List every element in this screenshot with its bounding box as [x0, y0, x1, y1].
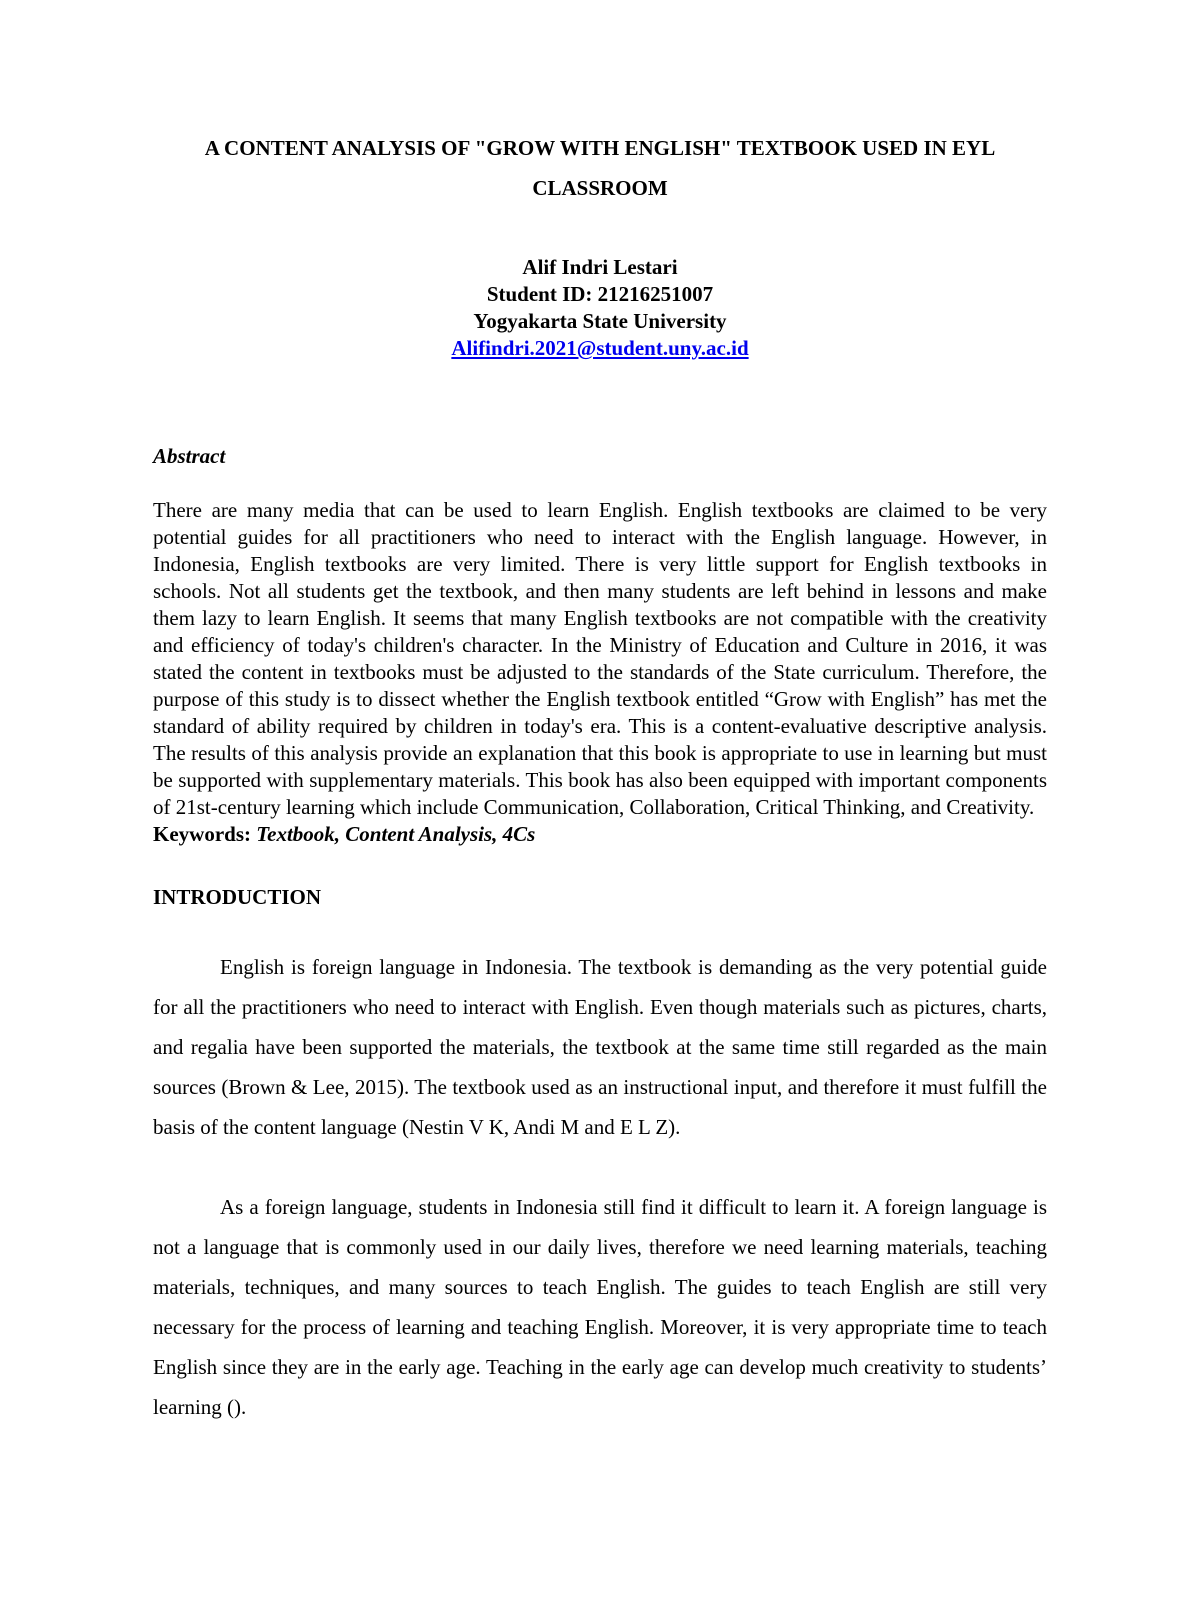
- keywords-label: Keywords:: [153, 822, 251, 846]
- page-content: [153, 128, 1047, 1427]
- university: Yogyakarta State University: [473, 309, 727, 333]
- author-block: [153, 254, 1047, 362]
- student-id: Student ID: 21216251007: [486, 282, 714, 306]
- author-email-link[interactable]: Alifindri.2021@student.uny.ac.id: [451, 336, 749, 360]
- abstract-text: There are many media that can be used to learn English. English textbooks are claimed to be very potential guides for all practitioners who need to interact with the English language. However, in Indonesia, English textbooks are very limited. There is very little support for English textbooks in schools. Not all students get the textbook, and then many students are left behind in lessons and make them lazy to learn English. It seems that many English textbooks are not compatible with the creativity and efficiency of today's children's character. In the Ministry of Education and Culture in 2016, it was stated the content in textbooks must be adjusted to the standards of the State curriculum. Therefore, the purpose of this study is to dissect whether the English textbook entitled “Grow with English” has met the standard of ability required by children in today's era. This is a content-evaluative descriptive analysis. The results of this analysis provide an explanation that this book is appropriate to use in learning but must be supported with supplementary materials. This book has also been equipped with important components of 21st-century learning which include Communication, Collaboration, Critical Thinking, and Creativity.: [153, 498, 1047, 819]
- keywords-values: Textbook, Content Analysis, 4Cs: [256, 822, 536, 846]
- keywords-line: [153, 821, 1047, 848]
- abstract-heading: Abstract: [153, 444, 226, 468]
- paper-title: A CONTENT ANALYSIS OF "GROW WITH ENGLISH" TEXTBOOK USED IN EYL CLASSROOM: [204, 136, 996, 200]
- author-name: Alif Indri Lestari: [522, 255, 678, 279]
- introduction-paragraph-2: As a foreign language, students in Indonesia still find it difficult to learn it. A foreign language is not a language that is commonly used in our daily lives, therefore we need learning materials, teaching materials, techniques, and many sources to teach English. The guides to teach English are still very necessary for the process of learning and teaching English. Moreover, it is very appropriate time to teach English since they are in the early age. Teaching in the early age can develop much creativity to students’ learning ().: [153, 1195, 1047, 1419]
- introduction-paragraph-1: English is foreign language in Indonesia. The textbook is demanding as the very potential guide for all the practitioners who need to interact with English. Even though materials such as pictures, charts, and regalia have been supported the materials, the textbook at the same time still regarded as the main sources (Brown & Lee, 2015). The textbook used as an instructional input, and therefore it must fulfill the basis of the content language (Nestin V K, Andi M and E L Z).: [153, 955, 1047, 1139]
- introduction-heading: INTRODUCTION: [153, 885, 322, 909]
